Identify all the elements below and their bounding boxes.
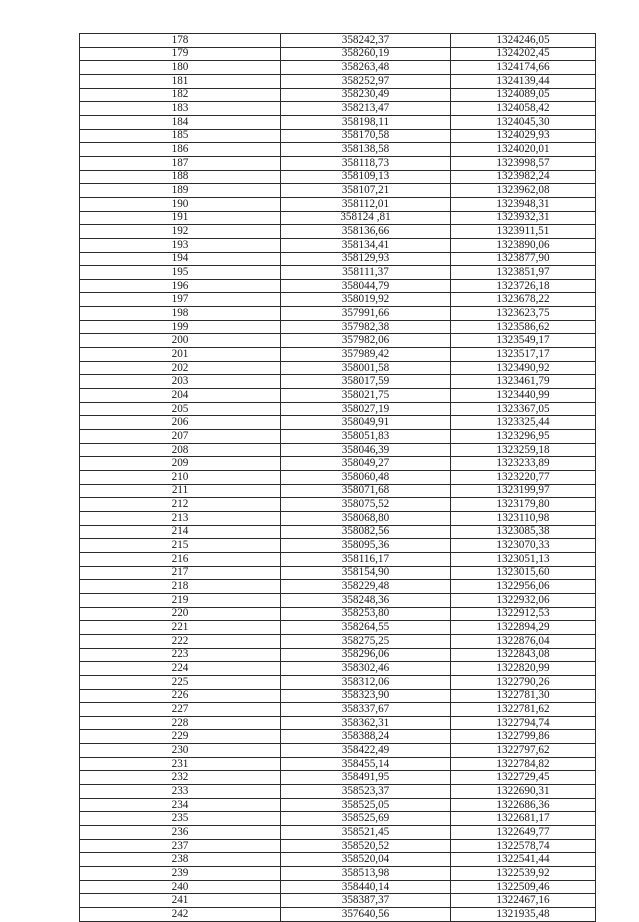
x-coordinate-cell: 358082,56 [281,525,451,539]
y-coordinate-cell: 1323325,44 [451,416,596,430]
x-coordinate-cell: 358491,95 [281,771,451,785]
x-coordinate-cell: 358253,80 [281,607,451,621]
table-row [80,74,596,88]
point-number-cell: 192 [80,225,281,239]
y-coordinate-cell: 1323440,99 [451,389,596,403]
x-coordinate-cell: 358337,67 [281,703,451,717]
y-coordinate-cell: 1322956,06 [451,580,596,594]
y-coordinate-cell: 1322784,82 [451,757,596,771]
point-number-cell: 205 [80,402,281,416]
y-coordinate-cell: 1323517,17 [451,348,596,362]
point-number-cell: 220 [80,607,281,621]
table-row [80,457,596,471]
table-row [80,703,596,717]
x-coordinate-cell: 358242,37 [281,34,451,48]
x-coordinate-cell: 358263,48 [281,61,451,75]
x-coordinate-cell: 358044,79 [281,279,451,293]
y-coordinate-cell: 1322799,86 [451,730,596,744]
y-coordinate-cell: 1322876,04 [451,634,596,648]
table-row [80,662,596,676]
table-row [80,279,596,293]
table-row [80,389,596,403]
table-row [80,402,596,416]
table-row [80,771,596,785]
x-coordinate-cell: 358129,93 [281,252,451,266]
y-coordinate-cell: 1322467,16 [451,894,596,908]
table-row [80,238,596,252]
y-coordinate-cell: 1323199,97 [451,484,596,498]
y-coordinate-cell: 1322932,06 [451,593,596,607]
point-number-cell: 197 [80,293,281,307]
x-coordinate-cell: 357640,56 [281,908,451,922]
point-number-cell: 223 [80,648,281,662]
point-number-cell: 206 [80,416,281,430]
point-number-cell: 210 [80,471,281,485]
point-number-cell: 233 [80,785,281,799]
y-coordinate-cell: 1323461,79 [451,375,596,389]
x-coordinate-cell: 358111,37 [281,266,451,280]
y-coordinate-cell: 1323367,05 [451,402,596,416]
table-row [80,266,596,280]
table-row [80,908,596,922]
y-coordinate-cell: 1323015,60 [451,566,596,580]
point-number-cell: 188 [80,170,281,184]
y-coordinate-cell: 1324045,30 [451,115,596,129]
x-coordinate-cell: 358046,39 [281,443,451,457]
point-number-cell: 240 [80,880,281,894]
point-number-cell: 242 [80,908,281,922]
table-row [80,484,596,498]
y-coordinate-cell: 1323220,77 [451,471,596,485]
table-row [80,348,596,362]
table-row [80,634,596,648]
table-row [80,689,596,703]
point-number-cell: 204 [80,389,281,403]
x-coordinate-cell: 358213,47 [281,102,451,116]
y-coordinate-cell: 1324020,01 [451,143,596,157]
x-coordinate-cell: 358248,36 [281,593,451,607]
point-number-cell: 186 [80,143,281,157]
y-coordinate-cell: 1323932,31 [451,211,596,225]
table-row [80,716,596,730]
point-number-cell: 180 [80,61,281,75]
y-coordinate-cell: 1323911,51 [451,225,596,239]
y-coordinate-cell: 1322541,44 [451,853,596,867]
y-coordinate-cell: 1322690,31 [451,785,596,799]
y-coordinate-cell: 1322797,62 [451,744,596,758]
table-row [80,293,596,307]
point-number-cell: 208 [80,443,281,457]
point-number-cell: 185 [80,129,281,143]
x-coordinate-cell: 358170,58 [281,129,451,143]
point-number-cell: 215 [80,539,281,553]
y-coordinate-cell: 1323085,38 [451,525,596,539]
x-coordinate-cell: 358521,45 [281,826,451,840]
table-row [80,607,596,621]
x-coordinate-cell: 358001,58 [281,361,451,375]
table-row [80,511,596,525]
point-number-cell: 229 [80,730,281,744]
table-row [80,375,596,389]
y-coordinate-cell: 1324029,93 [451,129,596,143]
y-coordinate-cell: 1322509,46 [451,880,596,894]
x-coordinate-cell: 358229,48 [281,580,451,594]
table-row [80,525,596,539]
point-number-cell: 183 [80,102,281,116]
point-number-cell: 238 [80,853,281,867]
x-coordinate-cell: 358513,98 [281,867,451,881]
x-coordinate-cell: 358525,05 [281,798,451,812]
x-coordinate-cell: 358440,14 [281,880,451,894]
point-number-cell: 182 [80,88,281,102]
x-coordinate-cell: 358021,75 [281,389,451,403]
y-coordinate-cell: 1322578,74 [451,839,596,853]
y-coordinate-cell: 1323070,33 [451,539,596,553]
point-number-cell: 207 [80,430,281,444]
table-row [80,102,596,116]
table-row [80,867,596,881]
x-coordinate-cell: 358112,01 [281,197,451,211]
table-row [80,826,596,840]
x-coordinate-cell: 358116,17 [281,552,451,566]
y-coordinate-cell: 1323877,90 [451,252,596,266]
point-number-cell: 227 [80,703,281,717]
x-coordinate-cell: 357982,38 [281,320,451,334]
y-coordinate-cell: 1321935,48 [451,908,596,922]
point-number-cell: 237 [80,839,281,853]
y-coordinate-cell: 1323179,80 [451,498,596,512]
table-row [80,225,596,239]
y-coordinate-cell: 1323549,17 [451,334,596,348]
x-coordinate-cell: 358198,11 [281,115,451,129]
x-coordinate-cell: 358075,52 [281,498,451,512]
y-coordinate-cell: 1322539,92 [451,867,596,881]
table-row [80,675,596,689]
y-coordinate-cell: 1323726,18 [451,279,596,293]
table-row [80,211,596,225]
y-coordinate-cell: 1322729,45 [451,771,596,785]
table-row [80,812,596,826]
point-number-cell: 214 [80,525,281,539]
y-coordinate-cell: 1322781,30 [451,689,596,703]
y-coordinate-cell: 1322790,26 [451,675,596,689]
table-row [80,566,596,580]
y-coordinate-cell: 1322794,74 [451,716,596,730]
x-coordinate-cell: 358520,52 [281,839,451,853]
point-number-cell: 201 [80,348,281,362]
y-coordinate-cell: 1322820,99 [451,662,596,676]
x-coordinate-cell: 358387,37 [281,894,451,908]
y-coordinate-cell: 1323490,92 [451,361,596,375]
table-row [80,47,596,61]
point-number-cell: 241 [80,894,281,908]
table-row [80,34,596,48]
table-row [80,744,596,758]
y-coordinate-cell: 1324246,05 [451,34,596,48]
point-number-cell: 195 [80,266,281,280]
table-row [80,129,596,143]
table-row [80,334,596,348]
x-coordinate-cell: 358422,49 [281,744,451,758]
y-coordinate-cell: 1322843,08 [451,648,596,662]
x-coordinate-cell: 358154,90 [281,566,451,580]
y-coordinate-cell: 1323998,57 [451,156,596,170]
point-number-cell: 187 [80,156,281,170]
coordinates-table [79,33,596,922]
x-coordinate-cell: 358388,24 [281,730,451,744]
table-row [80,880,596,894]
point-number-cell: 232 [80,771,281,785]
table-row [80,184,596,198]
x-coordinate-cell: 358362,31 [281,716,451,730]
x-coordinate-cell: 358049,91 [281,416,451,430]
point-number-cell: 193 [80,238,281,252]
point-number-cell: 235 [80,812,281,826]
point-number-cell: 236 [80,826,281,840]
y-coordinate-cell: 1324139,44 [451,74,596,88]
table-row [80,197,596,211]
point-number-cell: 228 [80,716,281,730]
table-row [80,621,596,635]
y-coordinate-cell: 1323051,13 [451,552,596,566]
x-coordinate-cell: 358520,04 [281,853,451,867]
y-coordinate-cell: 1323586,62 [451,320,596,334]
table-row [80,498,596,512]
table-row [80,443,596,457]
x-coordinate-cell: 357989,42 [281,348,451,362]
x-coordinate-cell: 358071,68 [281,484,451,498]
coordinates-table-body [80,34,596,922]
x-coordinate-cell: 358523,37 [281,785,451,799]
point-number-cell: 224 [80,662,281,676]
y-coordinate-cell: 1323623,75 [451,307,596,321]
point-number-cell: 190 [80,197,281,211]
table-row [80,115,596,129]
table-row [80,416,596,430]
point-number-cell: 181 [80,74,281,88]
point-number-cell: 221 [80,621,281,635]
x-coordinate-cell: 358260,19 [281,47,451,61]
x-coordinate-cell: 358019,92 [281,293,451,307]
point-number-cell: 217 [80,566,281,580]
table-row [80,361,596,375]
y-coordinate-cell: 1322894,29 [451,621,596,635]
x-coordinate-cell: 358051,83 [281,430,451,444]
table-row [80,593,596,607]
y-coordinate-cell: 1323296,95 [451,430,596,444]
x-coordinate-cell: 358275,25 [281,634,451,648]
x-coordinate-cell: 358095,36 [281,539,451,553]
point-number-cell: 213 [80,511,281,525]
y-coordinate-cell: 1323678,22 [451,293,596,307]
point-number-cell: 222 [80,634,281,648]
point-number-cell: 198 [80,307,281,321]
x-coordinate-cell: 358296,06 [281,648,451,662]
table-row [80,430,596,444]
x-coordinate-cell: 358049,27 [281,457,451,471]
x-coordinate-cell: 358323,90 [281,689,451,703]
x-coordinate-cell: 358312,06 [281,675,451,689]
y-coordinate-cell: 1324202,45 [451,47,596,61]
point-number-cell: 209 [80,457,281,471]
table-row [80,156,596,170]
x-coordinate-cell: 358525,69 [281,812,451,826]
y-coordinate-cell: 1323851,97 [451,266,596,280]
table-row [80,552,596,566]
x-coordinate-cell: 358017,59 [281,375,451,389]
table-row [80,539,596,553]
y-coordinate-cell: 1323962,08 [451,184,596,198]
point-number-cell: 212 [80,498,281,512]
y-coordinate-cell: 1323948,31 [451,197,596,211]
x-coordinate-cell: 357982,06 [281,334,451,348]
x-coordinate-cell: 358230,49 [281,88,451,102]
table-row [80,170,596,184]
point-number-cell: 234 [80,798,281,812]
x-coordinate-cell: 358124 ,81 [281,211,451,225]
table-row [80,839,596,853]
x-coordinate-cell: 358027,19 [281,402,451,416]
table-row [80,648,596,662]
x-coordinate-cell: 358134,41 [281,238,451,252]
table-row [80,320,596,334]
x-coordinate-cell: 358109,13 [281,170,451,184]
point-number-cell: 211 [80,484,281,498]
point-number-cell: 196 [80,279,281,293]
table-row [80,252,596,266]
table-row [80,730,596,744]
y-coordinate-cell: 1323259,18 [451,443,596,457]
x-coordinate-cell: 358068,80 [281,511,451,525]
y-coordinate-cell: 1322681,17 [451,812,596,826]
point-number-cell: 230 [80,744,281,758]
y-coordinate-cell: 1322781,62 [451,703,596,717]
point-number-cell: 202 [80,361,281,375]
point-number-cell: 199 [80,320,281,334]
point-number-cell: 189 [80,184,281,198]
point-number-cell: 179 [80,47,281,61]
point-number-cell: 203 [80,375,281,389]
point-number-cell: 200 [80,334,281,348]
y-coordinate-cell: 1323982,24 [451,170,596,184]
x-coordinate-cell: 358060,48 [281,471,451,485]
x-coordinate-cell: 358107,21 [281,184,451,198]
table-row [80,798,596,812]
point-number-cell: 191 [80,211,281,225]
point-number-cell: 184 [80,115,281,129]
point-number-cell: 219 [80,593,281,607]
table-row [80,88,596,102]
x-coordinate-cell: 358118,73 [281,156,451,170]
x-coordinate-cell: 358302,46 [281,662,451,676]
y-coordinate-cell: 1324058,42 [451,102,596,116]
table-row [80,785,596,799]
point-number-cell: 226 [80,689,281,703]
table-row [80,471,596,485]
point-number-cell: 218 [80,580,281,594]
point-number-cell: 178 [80,34,281,48]
point-number-cell: 216 [80,552,281,566]
point-number-cell: 194 [80,252,281,266]
point-number-cell: 231 [80,757,281,771]
x-coordinate-cell: 358264,55 [281,621,451,635]
x-coordinate-cell: 358455,14 [281,757,451,771]
y-coordinate-cell: 1324174,66 [451,61,596,75]
y-coordinate-cell: 1322649,77 [451,826,596,840]
x-coordinate-cell: 357991,66 [281,307,451,321]
point-number-cell: 225 [80,675,281,689]
x-coordinate-cell: 358136,66 [281,225,451,239]
table-row [80,580,596,594]
x-coordinate-cell: 358138,58 [281,143,451,157]
y-coordinate-cell: 1323233,89 [451,457,596,471]
table-row [80,307,596,321]
y-coordinate-cell: 1323890,06 [451,238,596,252]
table-row [80,757,596,771]
table-row [80,894,596,908]
point-number-cell: 239 [80,867,281,881]
table-row [80,853,596,867]
table-row [80,143,596,157]
y-coordinate-cell: 1324089,05 [451,88,596,102]
table-row [80,61,596,75]
y-coordinate-cell: 1323110,98 [451,511,596,525]
x-coordinate-cell: 358252,97 [281,74,451,88]
y-coordinate-cell: 1322912,53 [451,607,596,621]
y-coordinate-cell: 1322686,36 [451,798,596,812]
